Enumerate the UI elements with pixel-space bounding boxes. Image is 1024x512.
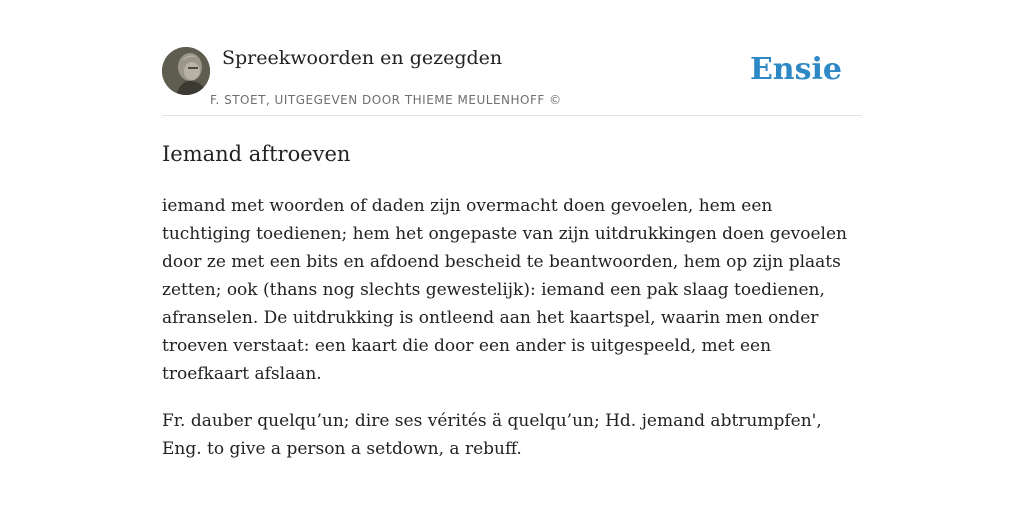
entry-body [162, 192, 862, 482]
entry-title: Iemand aftroeven [162, 142, 351, 166]
portrait-icon [162, 47, 210, 95]
ensie-logo[interactable]: Ensie [749, 52, 842, 87]
source-credit: F. STOET, UITGEGEVEN DOOR THIEME MEULENHOFF © [210, 93, 562, 107]
definition-paragraph: iemand met woorden of daden zijn overmacht doen gevoelen, hem een tuchtiging toedienen; hem het ongepaste van zijn uitdrukkingen doen gevoelen door ze met een bits en afdoend bescheid te beantwoorden, hem op zijn plaats zetten; ook (thans nog slechts gewestelijk): iemand een pak slaag toedienen, afranselen. De uitdrukking is ontleend aan het kaartspel, waarin men onder troeven verstaat: een kaart die door een ander is uitgespeeld, met een troefkaart afslaan. [162, 196, 847, 384]
source-header [162, 46, 862, 116]
author-avatar[interactable] [162, 47, 210, 95]
translation-paragraph: Fr. dauber quelqu’un; dire ses vérités ä quelqu’un; Hd. jemand abtrumpfen', Eng. to give a person a setdown, a rebuff. [162, 411, 822, 459]
source-title[interactable]: Spreekwoorden en gezegden [222, 47, 503, 69]
